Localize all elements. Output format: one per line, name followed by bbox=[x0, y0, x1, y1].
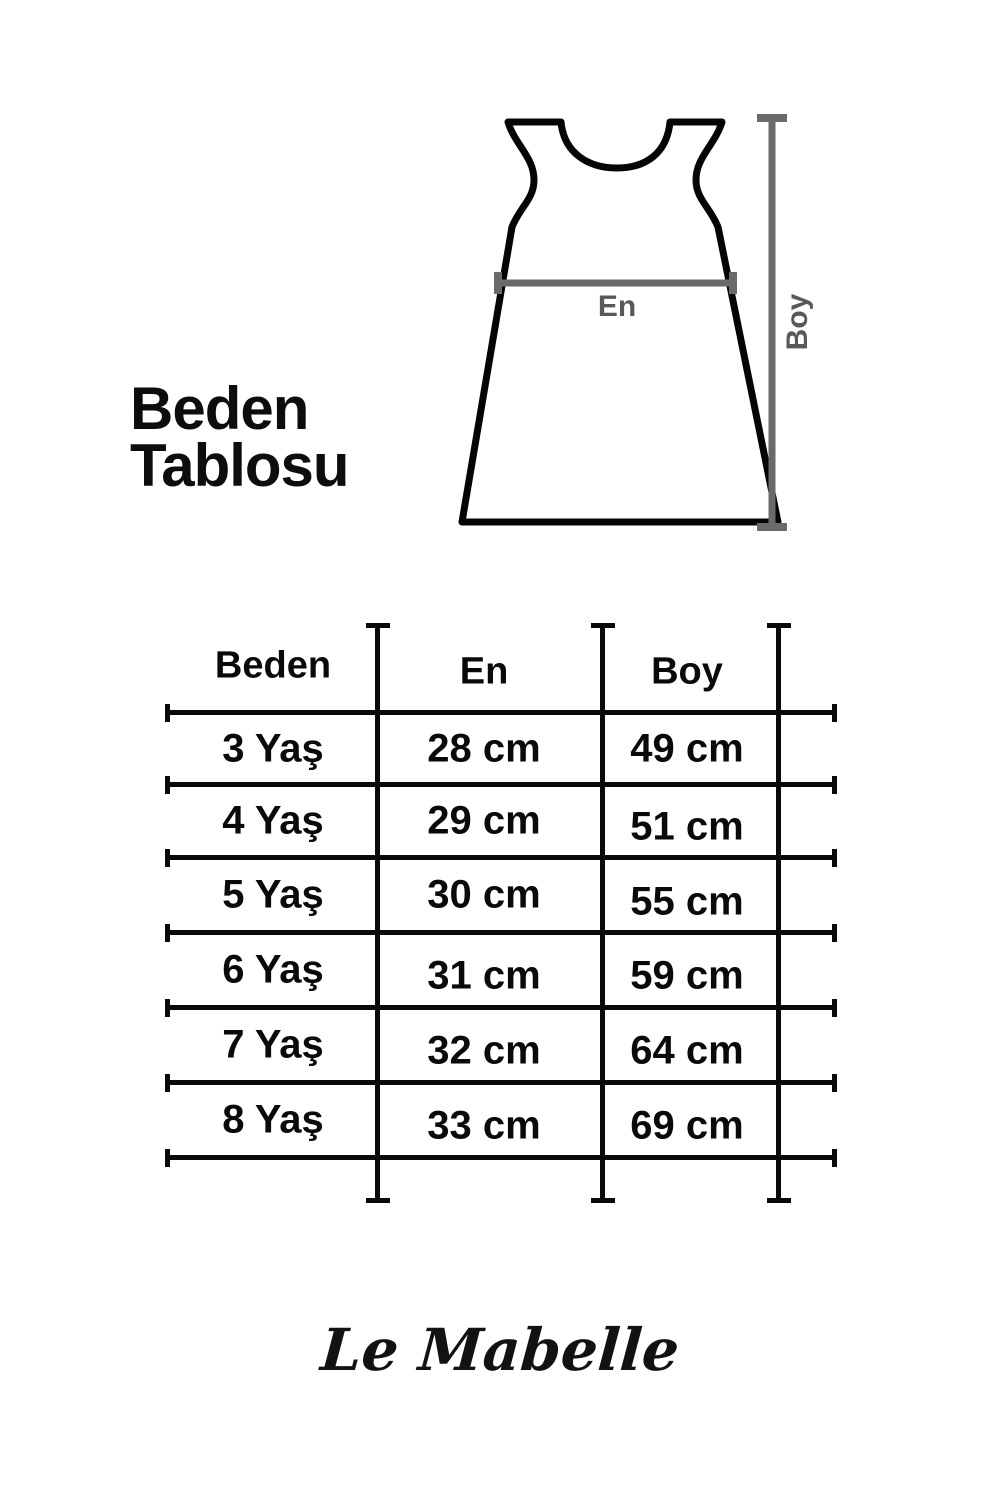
col-header-en: En bbox=[459, 650, 509, 693]
table-cell: 69 cm bbox=[630, 1103, 744, 1148]
table-cell: 5 Yaş bbox=[222, 872, 324, 917]
table-hline bbox=[167, 930, 835, 935]
table-cell: 3 Yaş bbox=[222, 726, 324, 771]
page-title-line-2: Tablosu bbox=[130, 432, 349, 499]
table-cell: 7 Yaş bbox=[222, 1022, 324, 1067]
brand-logo: Le Mabelle bbox=[318, 1316, 682, 1384]
height-measure-label: Boy bbox=[781, 293, 814, 351]
table-hline bbox=[167, 710, 835, 715]
table-hline bbox=[167, 1005, 835, 1010]
table-cell: 49 cm bbox=[630, 726, 744, 771]
col-header-beden: Beden bbox=[214, 644, 332, 687]
table-cell: 28 cm bbox=[427, 726, 541, 771]
table-cell: 29 cm bbox=[427, 798, 541, 843]
table-cell: 33 cm bbox=[427, 1103, 541, 1148]
table-cell: 64 cm bbox=[630, 1028, 744, 1073]
col-header-boy: Boy bbox=[651, 650, 723, 693]
table-cell: 32 cm bbox=[427, 1028, 541, 1073]
table-hline bbox=[167, 782, 835, 787]
table-cell: 55 cm bbox=[630, 879, 744, 924]
table-cell: 8 Yaş bbox=[222, 1097, 324, 1142]
table-cell: 31 cm bbox=[427, 953, 541, 998]
table-hline bbox=[167, 1080, 835, 1085]
table-hline bbox=[167, 1155, 835, 1160]
table-cell: 59 cm bbox=[630, 953, 744, 998]
table-cell: 6 Yaş bbox=[222, 947, 324, 992]
page-title-line-1: Beden bbox=[130, 375, 309, 442]
table-cell: 4 Yaş bbox=[222, 798, 324, 843]
width-measure-label: En bbox=[597, 290, 637, 323]
table-cell: 51 cm bbox=[630, 804, 744, 849]
table-cell: 30 cm bbox=[427, 872, 541, 917]
table-hline bbox=[167, 855, 835, 860]
